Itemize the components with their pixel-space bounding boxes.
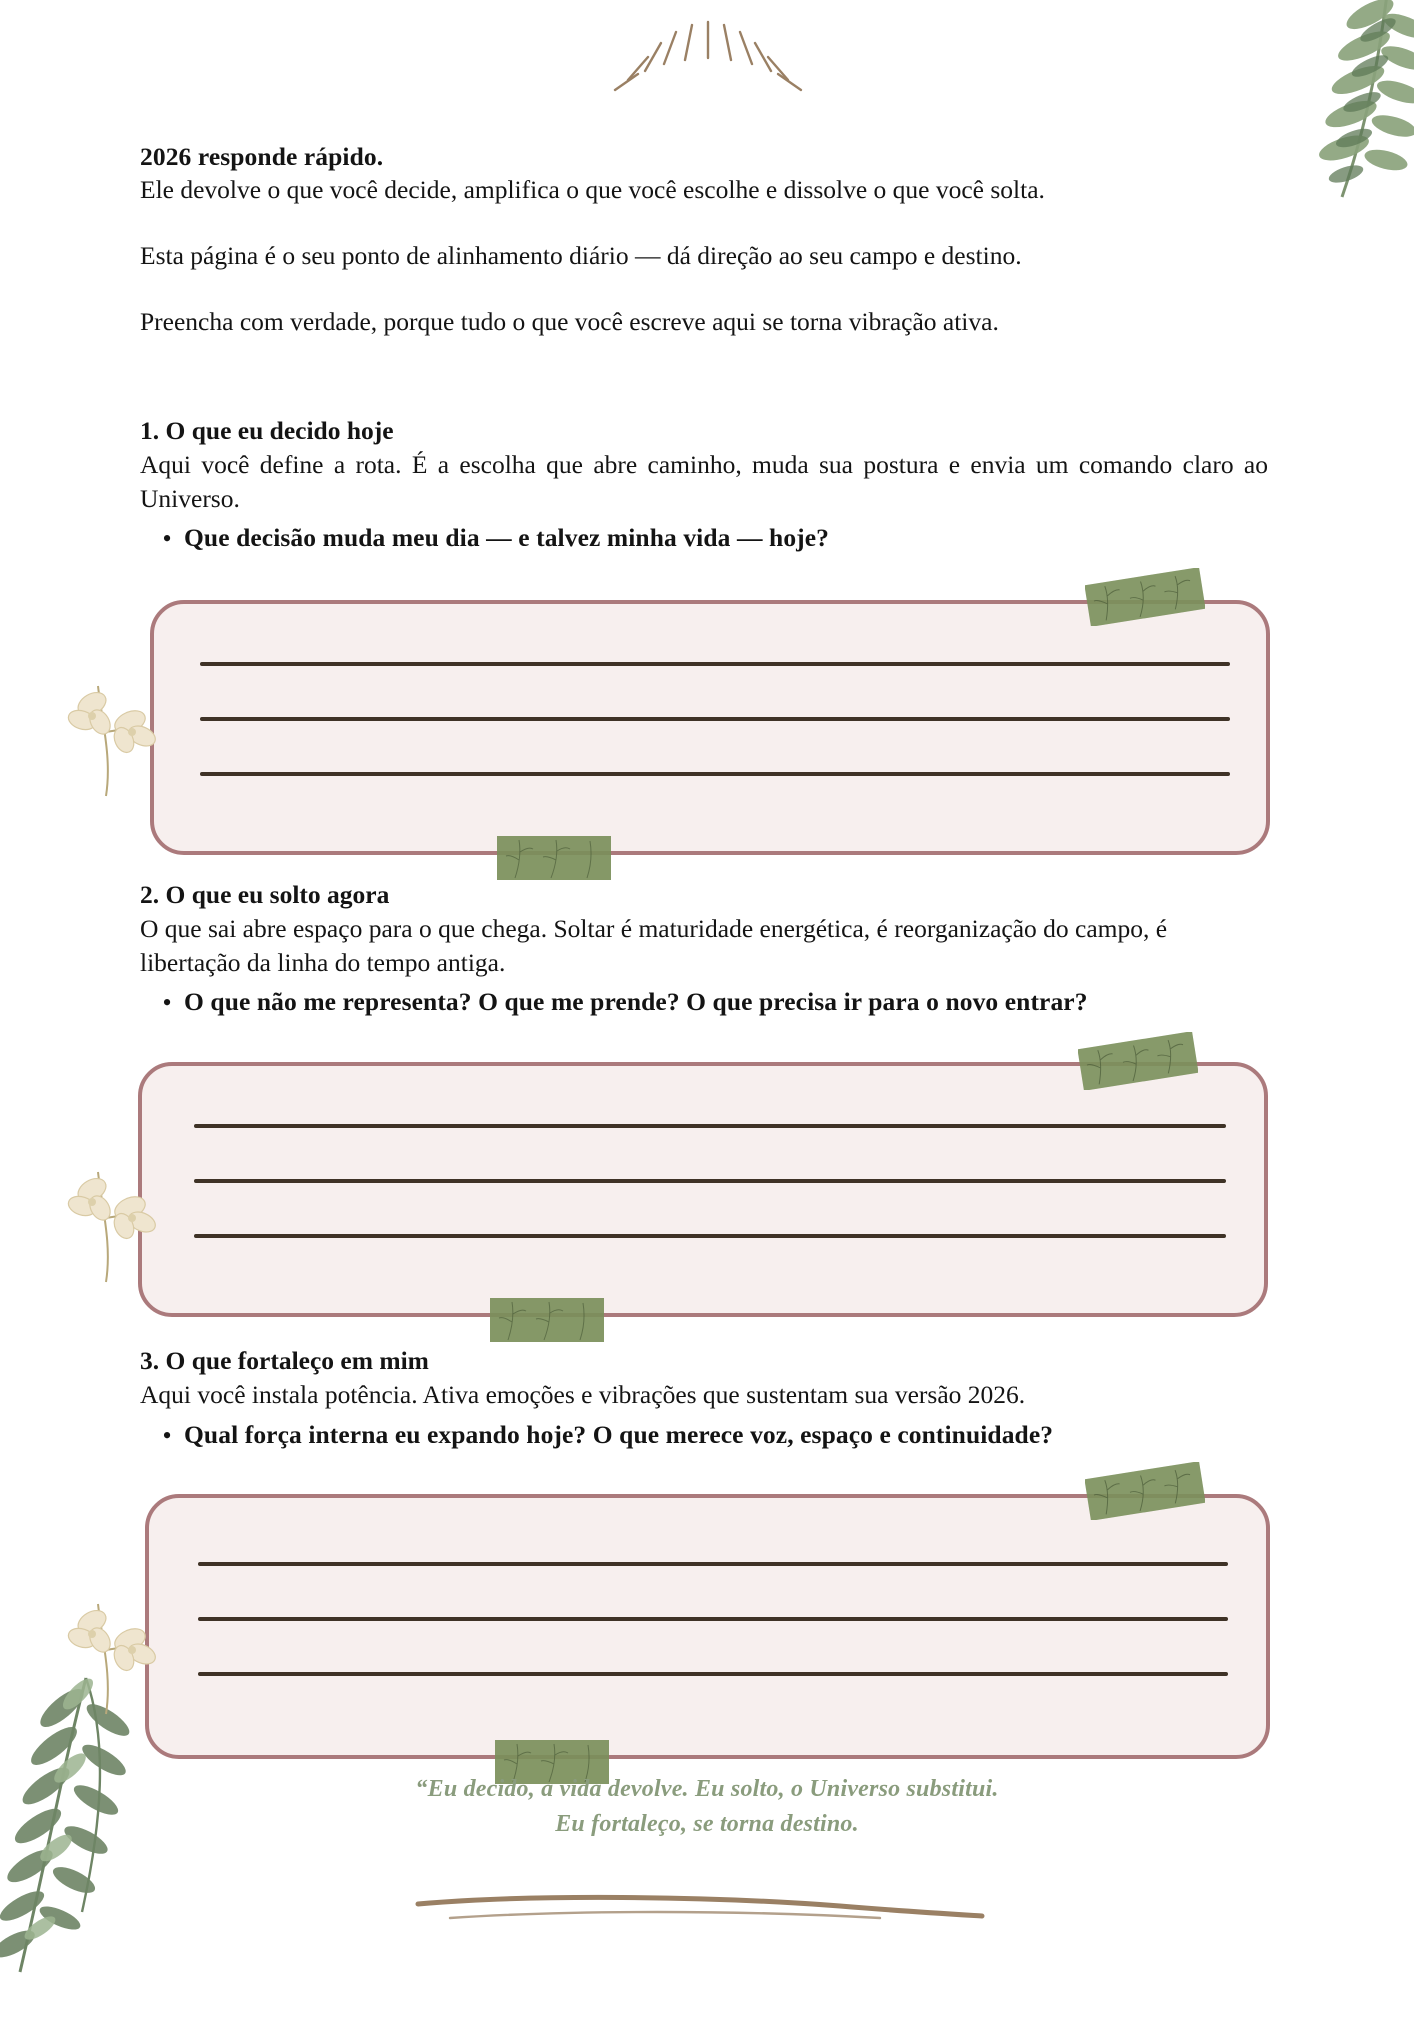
section-body: Aqui você define a rota. É a escolha que abre caminho, muda sua postura e envia um comando claro ao Universo. — [140, 449, 1268, 513]
writing-line[interactable] — [198, 1562, 1228, 1566]
washi-tape-icon — [1085, 1462, 1205, 1520]
bullet-dot-icon: • — [162, 1420, 172, 1450]
writing-line[interactable] — [194, 1234, 1226, 1238]
writing-line[interactable] — [198, 1617, 1228, 1621]
pressed-flower-icon — [62, 672, 182, 802]
writing-line[interactable] — [200, 772, 1230, 776]
intro-line-3: Preencha com verdade, porque tudo o que você escreve aqui se torna vibração ativa. — [140, 307, 999, 337]
closing-quote — [0, 1772, 1414, 1842]
washi-tape-icon — [1085, 568, 1205, 626]
section-solto — [140, 878, 1268, 1021]
answer-box[interactable] — [138, 1062, 1268, 1317]
writing-line[interactable] — [198, 1672, 1228, 1676]
writing-line[interactable] — [194, 1124, 1226, 1128]
washi-tape-icon — [1078, 1032, 1198, 1090]
quote-line-1: “Eu decido, a vida devolve. Eu solto, o Universo substitui. — [415, 1776, 999, 1802]
answer-area-fortaleco[interactable] — [145, 1494, 1270, 1774]
spacer — [140, 206, 1268, 239]
intro-line-1: Ele devolve o que você decide, amplifica o que você escolhe e dissolve o que você solta. — [140, 175, 1045, 205]
section-decido — [140, 414, 1268, 557]
section-bullet — [140, 1418, 1268, 1453]
section-bullet — [140, 521, 1268, 556]
intro-block — [140, 140, 1268, 339]
intro-line-2: Esta página é o seu ponto de alinhamento diário — dá direção ao seu campo e destino. — [140, 241, 1022, 271]
section-heading: 3. O que fortaleço em mim — [140, 1346, 429, 1375]
intro-headline: 2026 responde rápido. — [140, 142, 384, 171]
bullet-question: Que decisão muda meu dia — e talvez minha vida — hoje? — [184, 523, 830, 553]
bullet-dot-icon: • — [162, 524, 172, 554]
answer-box[interactable] — [150, 600, 1270, 855]
bullet-question: O que não me representa? O que me prende? O que precisa ir para o novo entrar? — [184, 987, 1088, 1017]
washi-tape-icon — [488, 1294, 606, 1346]
section-bullet — [140, 985, 1268, 1020]
section-body: O que sai abre espaço para o que chega. Soltar é maturidade energética, é reorganização do campo, é libertação da linha do tempo antiga. — [140, 913, 1168, 977]
pressed-flower-icon — [62, 1158, 182, 1288]
section-fortaleco — [140, 1344, 1268, 1453]
answer-area-decido[interactable] — [150, 600, 1270, 870]
answer-area-solto[interactable] — [138, 1062, 1268, 1332]
answer-box[interactable] — [145, 1494, 1270, 1759]
bullet-dot-icon: • — [162, 988, 172, 1018]
brush-stroke-divider — [410, 1890, 990, 1935]
spacer — [140, 272, 1268, 305]
writing-line[interactable] — [194, 1179, 1226, 1183]
writing-line[interactable] — [200, 717, 1230, 721]
section-heading: 2. O que eu solto agora — [140, 880, 390, 909]
pressed-flower-icon — [62, 1590, 182, 1720]
washi-tape-icon — [495, 832, 613, 884]
section-body: Aqui você instala potência. Ativa emoções e vibrações que sustentam sua versão 2026. — [140, 1379, 1026, 1409]
sunburst-ornament — [608, 18, 808, 108]
bullet-question: Qual força interna eu expando hoje? O que merece voz, espaço e continuidade? — [184, 1419, 1054, 1449]
section-heading: 1. O que eu decido hoje — [140, 416, 394, 445]
writing-line[interactable] — [200, 662, 1230, 666]
quote-line-2: Eu fortaleço, se torna destino. — [555, 1810, 859, 1837]
